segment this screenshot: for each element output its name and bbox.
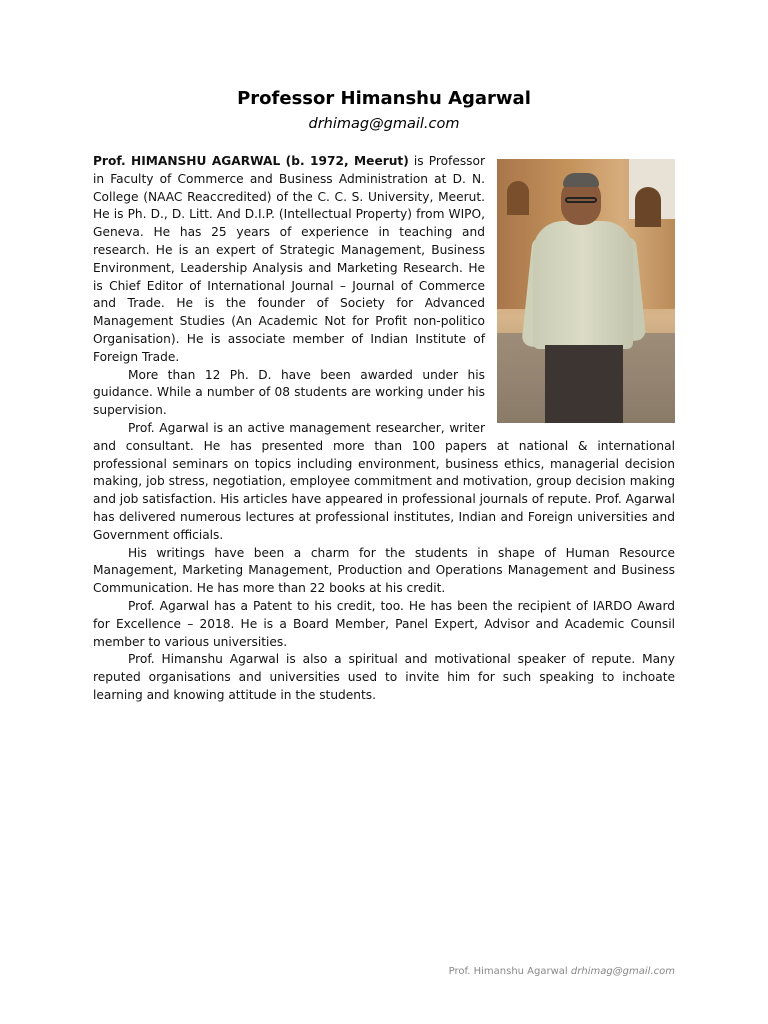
bio-intro-text: is Professor in Faculty of Commerce and Business Administration at D. N. College (NAAC Reaccredited) of the C. C. S. University, Meerut. He is Ph. D., D. Litt. And D.I.P. (Intellectual Property) from WIPO, Geneva. He has 25 years of experience in teaching and research. He is an expert of Strategic Management, Business Environment, Leadership Analysis and Marketing Research. He is Chief Editor of International Journal – Journal of Commerce and Trade. He is the founder of Society for Advanced Management Studies (An Academic Not for Profit non-politico Organisation). He is associate member of Indian Institute of Foreign Trade. — [93, 154, 485, 364]
bio-body — [93, 153, 675, 705]
bio-paragraph-2: More than 12 Ph. D. have been awarded under his guidance. While a number of 08 students are working under his supervision. — [93, 367, 485, 418]
portrait-photo — [497, 159, 675, 423]
page-footer — [449, 966, 675, 977]
bio-paragraph-6: Prof. Himanshu Agarwal is also a spiritual and motivational speaker of repute. Many reputed organisations and universities used to invite him for such speaking to inchoate learning and knowing attitude in the students. — [93, 652, 675, 702]
photo-pants — [545, 345, 623, 423]
photo-window-left — [507, 181, 529, 215]
photo-shirt — [533, 221, 633, 349]
photo-hair — [563, 173, 599, 187]
page-title: Professor Himanshu Agarwal — [237, 88, 531, 109]
footer-name: Prof. Himanshu Agarwal — [448, 966, 568, 977]
footer-email: drhimag@gmail.com — [570, 966, 675, 977]
photo-glasses — [565, 197, 597, 203]
bio-paragraph-3: Prof. Agarwal is an active management researcher, writer and consultant. He has presented more than 100 papers at national & international professional seminars on topics including environment, business ethics, managerial decision making, job stress, negotiation, employee commitment and motivation, group decision making and job satisfaction. His articles have appeared in professional journals of repute. Prof. Agarwal has delivered numerous lectures at professional institutes, Indian and Foreign universities and Government officials. — [93, 420, 675, 542]
photo-window-right — [635, 187, 661, 227]
bio-intro-name: Prof. HIMANSHU AGARWAL (b. 1972, Meerut) — [93, 154, 409, 168]
bio-paragraph-5: Prof. Agarwal has a Patent to his credit, too. He has been the recipient of IARDO Award for Excellence – 2018. He is a Board Member, Panel Expert, Advisor and Academic Counsil member to various universities. — [93, 598, 675, 649]
header-email: drhimag@gmail.com — [308, 116, 460, 132]
bio-paragraph-4: His writings have been a charm for the students in shape of Human Resource Management, Marketing Management, Production and Operations Management and Business Communication. He has more than 22 books at his credit. — [93, 545, 675, 596]
